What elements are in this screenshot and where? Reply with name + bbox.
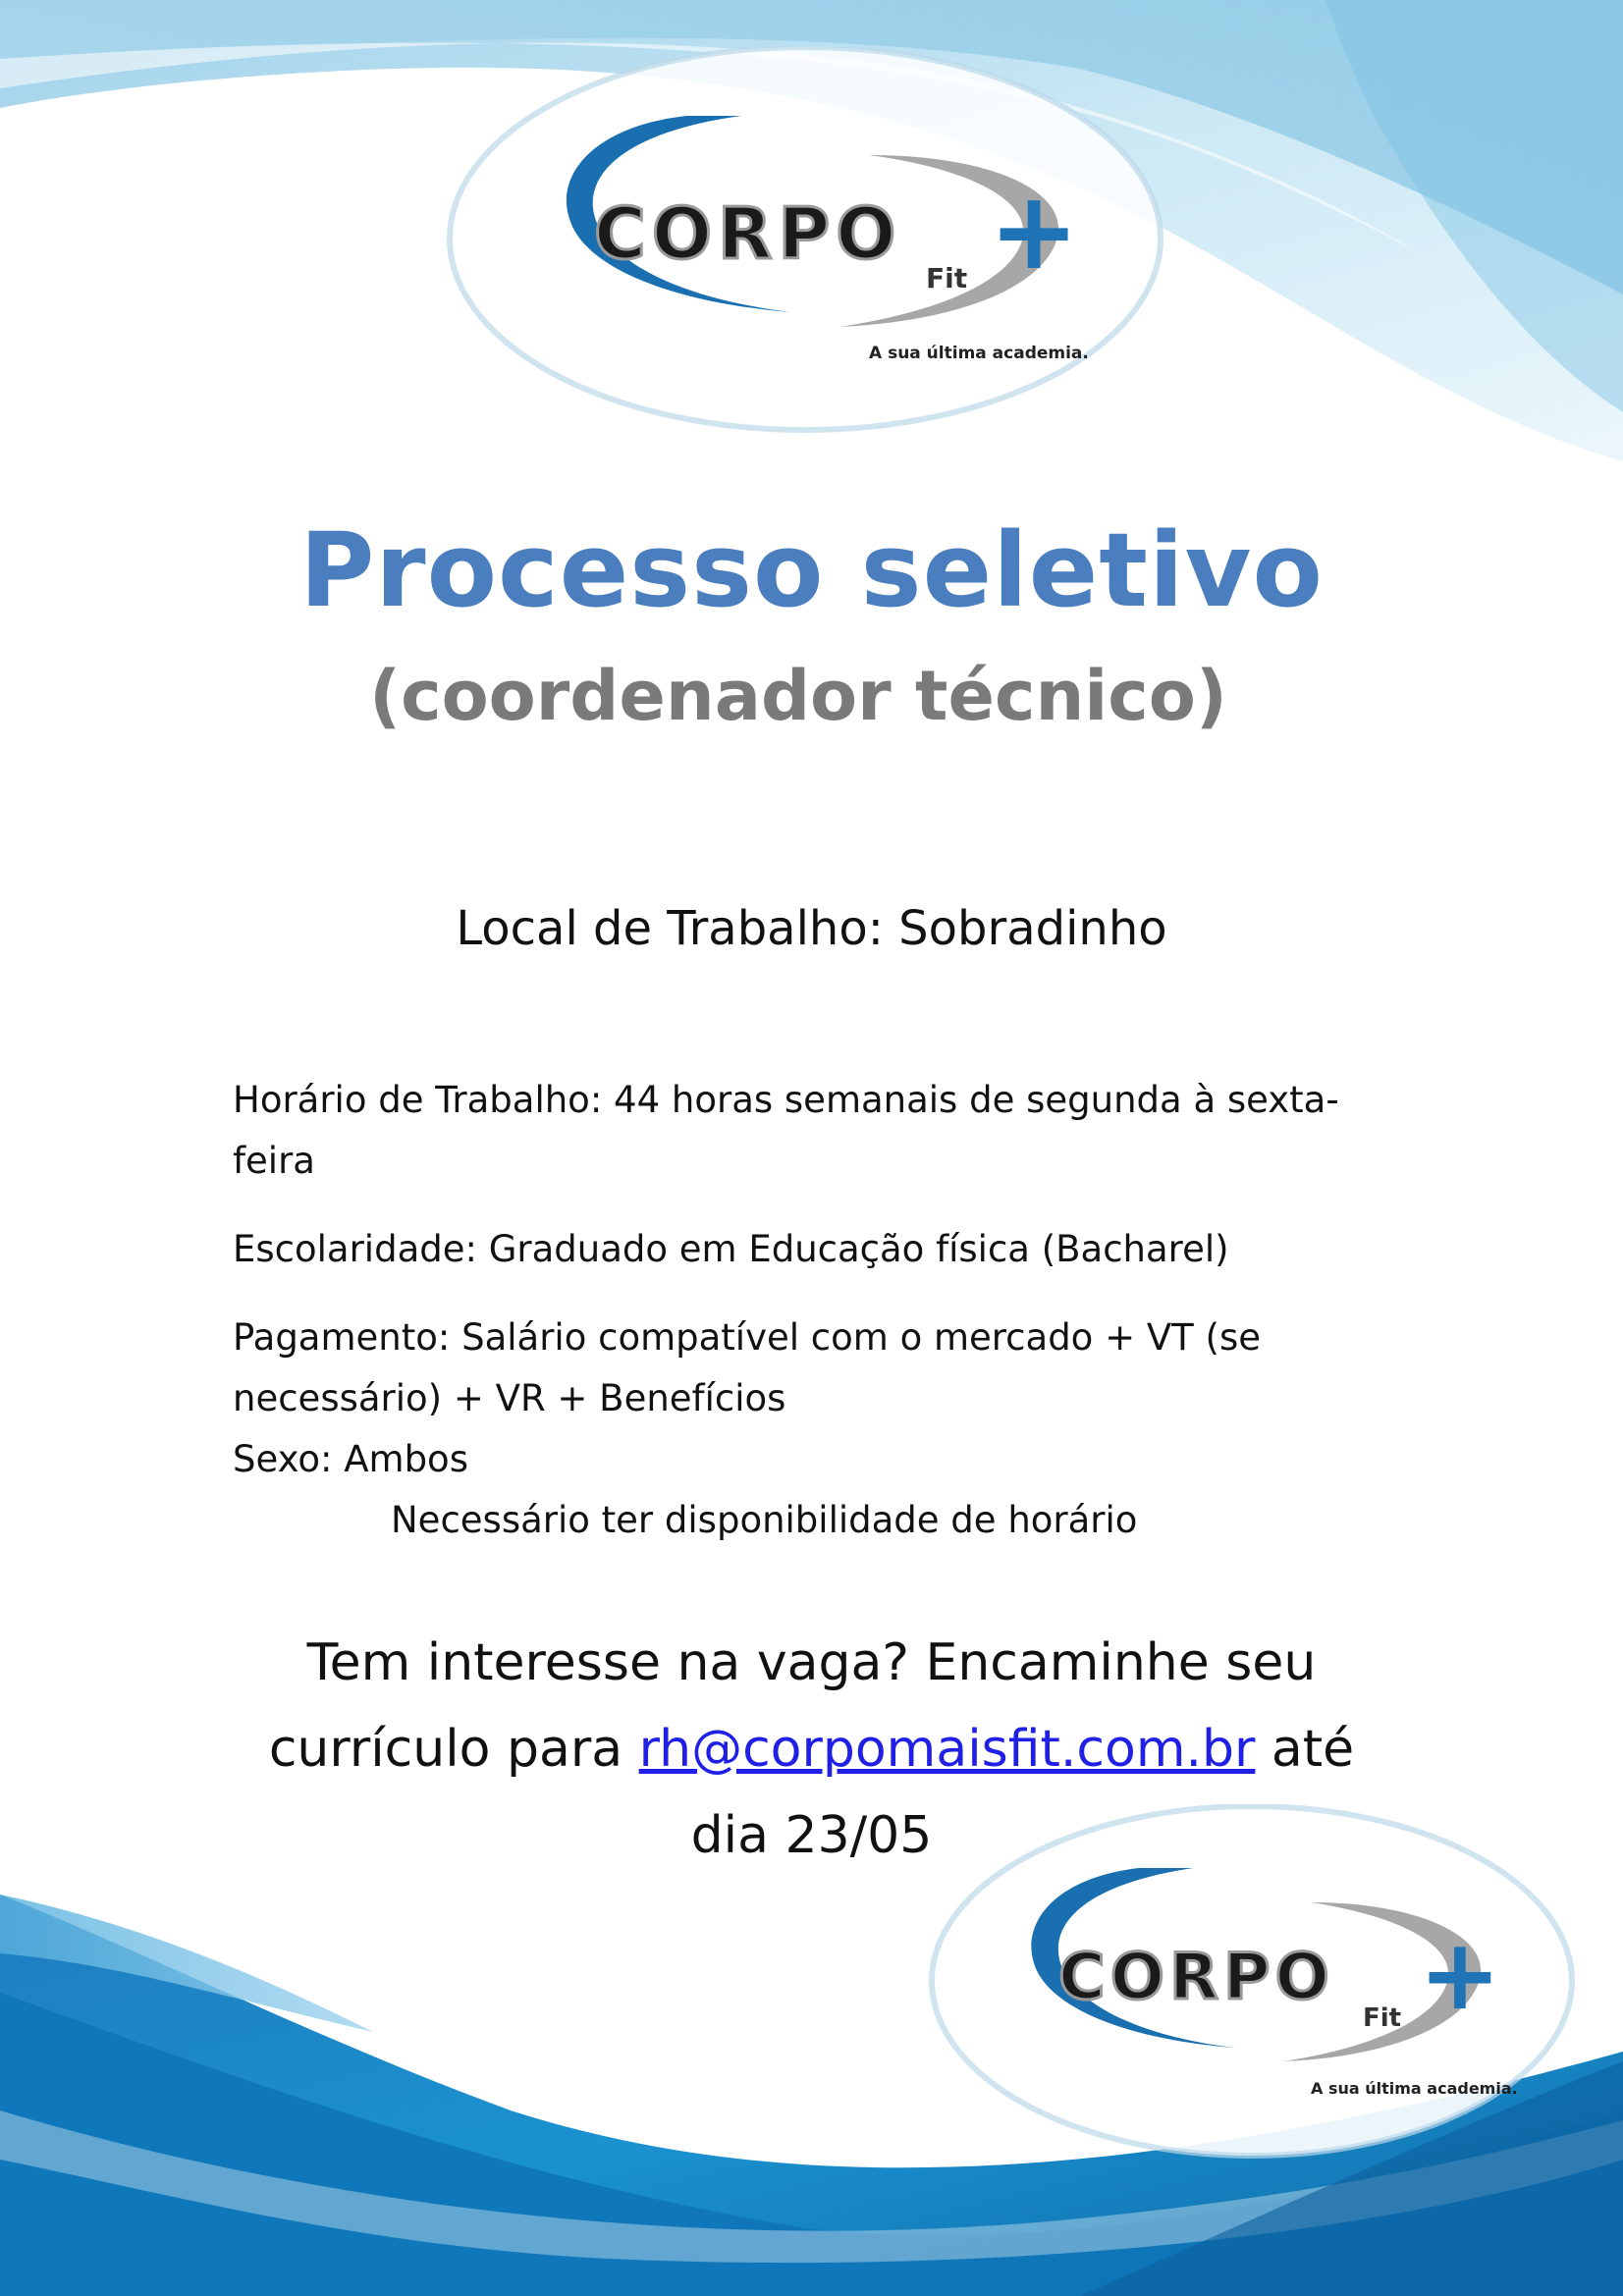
cta-text-before: Tem interesse na vaga? Encaminhe seu currículo para	[268, 1633, 1317, 1779]
logo-plus: +	[989, 168, 1080, 294]
page-title: Processo seletivo	[299, 510, 1324, 630]
pagamento: Pagamento: Salário compatível com o mercado + VT (se necessário) + VR + Benefícios	[233, 1316, 1261, 1419]
job-details	[233, 1070, 1342, 1551]
logo-text: CORPO	[1058, 1941, 1334, 2014]
page-subtitle: (coordenador técnico)	[369, 656, 1227, 736]
cta-text-after: até dia 23/05	[690, 1720, 1355, 1865]
logo-text: CORPO	[594, 192, 902, 275]
local-de-trabalho: Local de Trabalho: Sobradinho	[456, 901, 1167, 956]
logo-sub: Fit	[1363, 2003, 1402, 2033]
disponibilidade: Necessário ter disponibilidade de horário	[391, 1499, 1138, 1541]
sexo: Sexo: Ambos	[233, 1438, 468, 1480]
corpo-fit-logo-bottom	[928, 1804, 1576, 2167]
email-link[interactable]: rh@corpomaisfit.com.br	[638, 1720, 1256, 1779]
logo-tagline: A sua última academia.	[869, 344, 1089, 363]
logo-tagline: A sua última academia.	[1311, 2079, 1518, 2098]
logo-plus: +	[1419, 1917, 1501, 2032]
logo-sub: Fit	[926, 262, 968, 294]
horario-de-trabalho: Horário de Trabalho: 44 horas semanais de segunda à sexta-feira	[233, 1079, 1339, 1182]
escolaridade: Escolaridade: Graduado em Educação física (Bacharel)	[233, 1228, 1229, 1270]
corpo-fit-logo-top	[447, 47, 1163, 440]
